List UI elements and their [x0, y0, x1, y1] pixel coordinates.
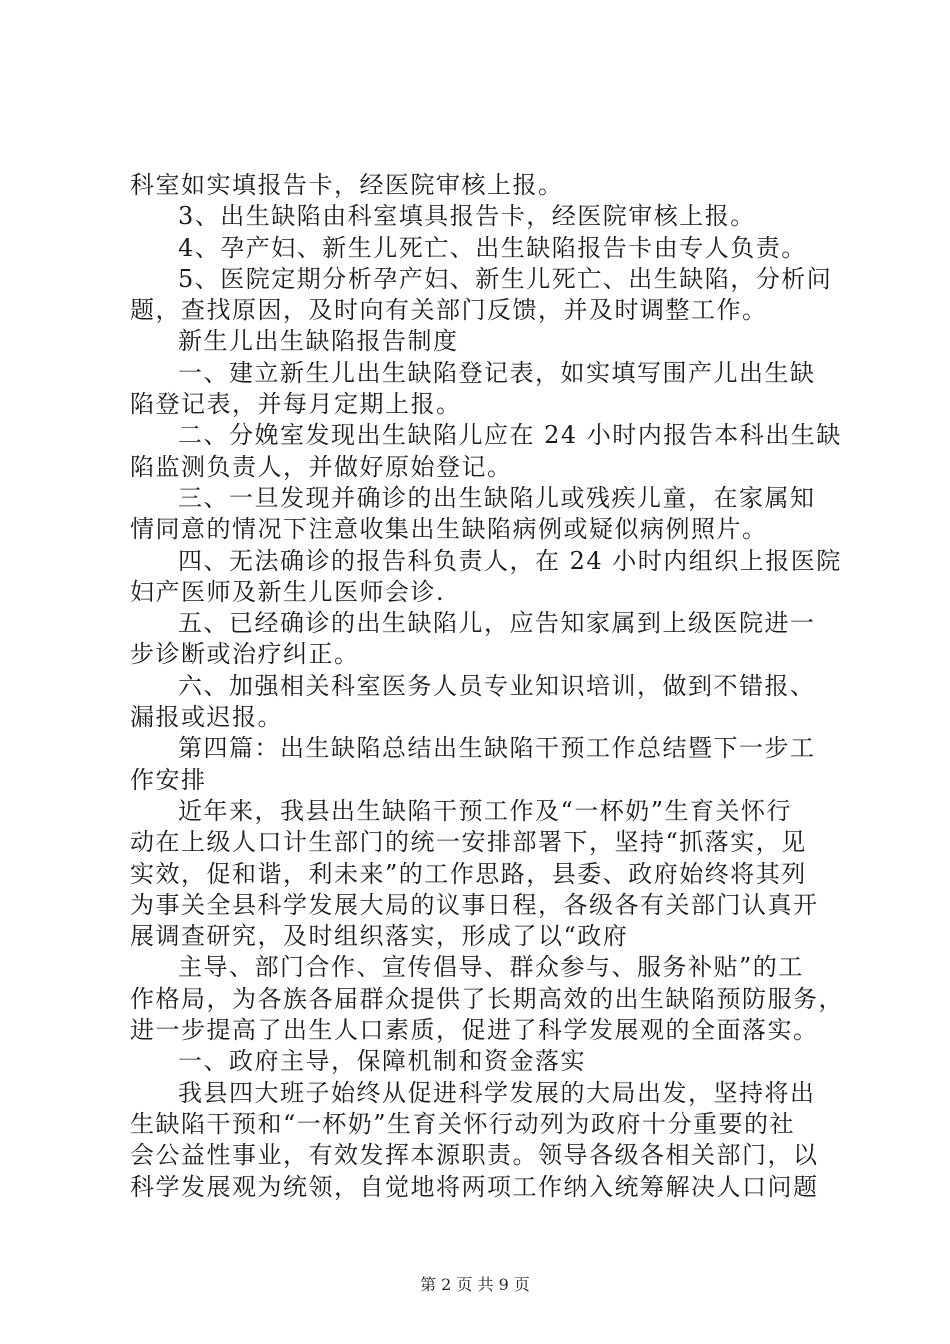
text-line: 第四篇：出生缺陷总结出生缺陷干预工作总结暨下一步工	[178, 734, 816, 763]
text-line: 为事关全县科学发展大局的议事日程，各级各有关部门认真开	[130, 890, 819, 919]
text-line: 六、加强相关科室医务人员专业知识培训，做到不错报、	[178, 671, 816, 700]
text-line: 展调查研究，及时组织落实，形成了以“政府	[130, 922, 629, 951]
text-line: 陷监测负责人，并做好原始登记。	[130, 452, 513, 481]
text-line: 生缺陷干预和“一杯奶”生育关怀行动列为政府十分重要的社	[130, 1109, 796, 1138]
text-line: 作安排	[130, 765, 207, 794]
text-line: 科室如实填报告卡，经医院审核上报。	[130, 171, 564, 199]
text-line: 实效，促和谐，利未来”的工作思路，县委、政府始终将其列	[130, 859, 807, 888]
text-line: 二、分娩室发现出生缺陷儿应在 24 小时内报告本科出生缺	[178, 421, 842, 450]
text-line: 漏报或迟报。	[130, 703, 283, 732]
text-line: 新生儿出生缺陷报告制度	[178, 327, 459, 356]
text-line: 5、医院定期分析孕产妇、新生儿死亡、出生缺陷，分析问	[178, 264, 833, 293]
text-line: 妇产医师及新生儿医师会诊.	[130, 577, 446, 606]
text-line: 三、一旦发现并确诊的出生缺陷儿或残疾儿童，在家属知	[178, 483, 816, 512]
page-footer: 第 2 页 共 9 页	[420, 1275, 530, 1294]
text-line: 题，查找原因，及时向有关部门反馈，并及时调整工作。	[130, 296, 768, 325]
text-line: 五、已经确诊的出生缺陷儿，应告知家属到上级医院进一	[178, 609, 816, 638]
text-line: 4、孕产妇、新生儿死亡、出生缺陷报告卡由专人负责。	[178, 233, 807, 262]
text-line: 会公益性事业，有效发挥本源职责。领导各级各相关部门，以	[130, 1141, 819, 1170]
text-line: 陷登记表，并每月定期上报。	[130, 390, 462, 419]
text-line: 3、出生缺陷由科室填具报告卡，经医院审核上报。	[178, 202, 756, 231]
text-line: 一、建立新生儿出生缺陷登记表，如实填写围产儿出生缺	[178, 358, 816, 387]
text-line: 四、无法确诊的报告科负责人，在 24 小时内组织上报医院	[178, 546, 842, 575]
text-line: 科学发展观为统领，自觉地将两项工作纳入统筹解决人口问题	[130, 1172, 819, 1201]
text-line: 一、政府主导，保障机制和资金落实	[178, 1047, 586, 1076]
document-body	[130, 170, 844, 1203]
text-line: 动在上级人口计生部门的统一安排部署下，坚持“抓落实，见	[130, 828, 807, 857]
text-line: 主导、部门合作、宣传倡导、群众参与、服务补贴”的工	[178, 953, 804, 982]
text-line: 进一步提高了出生人口素质，促进了科学发展观的全面落实。	[130, 1016, 819, 1045]
text-line: 步诊断或治疗纠正。	[130, 640, 360, 669]
text-line: 我县四大班子始终从促进科学发展的大局出发，坚持将出	[178, 1078, 816, 1107]
text-line: 情同意的情况下注意收集出生缺陷病例或疑似病例照片。	[130, 515, 768, 544]
text-line: 作格局，为各族各届群众提供了长期高效的出生缺陷预防服务，	[130, 984, 844, 1013]
text-line: 近年来，我县出生缺陷干预工作及“一杯奶”生育关怀行	[178, 796, 793, 825]
